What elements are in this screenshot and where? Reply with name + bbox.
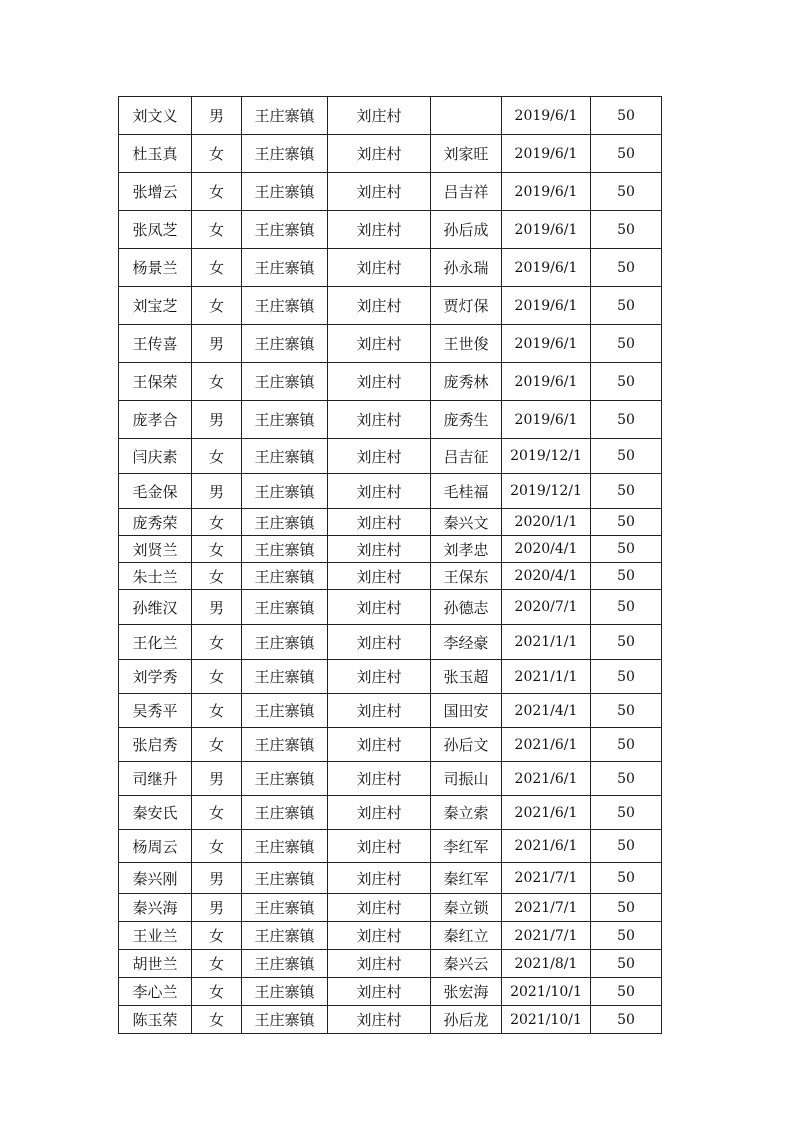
agent-cell: 孙后龙 (431, 1006, 502, 1034)
town-cell: 王庄寨镇 (242, 894, 328, 922)
table-row (119, 830, 662, 863)
table-row (119, 978, 662, 1006)
gender-cell: 男 (192, 863, 242, 894)
amount-cell: 50 (591, 509, 662, 536)
roster-table (118, 96, 662, 1034)
amount-cell: 50 (591, 211, 662, 249)
date-cell: 2021/7/1 (502, 894, 591, 922)
agent-cell: 孙永瑞 (431, 249, 502, 287)
table-row (119, 563, 662, 590)
table-row (119, 325, 662, 363)
table-row (119, 1006, 662, 1034)
name-cell: 刘宝芝 (119, 287, 192, 325)
amount-cell: 50 (591, 950, 662, 978)
amount-cell: 50 (591, 694, 662, 728)
town-cell: 王庄寨镇 (242, 863, 328, 894)
village-cell: 刘庄村 (328, 249, 431, 287)
amount-cell: 50 (591, 863, 662, 894)
name-cell: 秦兴刚 (119, 863, 192, 894)
gender-cell: 女 (192, 796, 242, 830)
date-cell: 2021/6/1 (502, 830, 591, 863)
agent-cell: 秦立锁 (431, 894, 502, 922)
table-row (119, 536, 662, 563)
village-cell: 刘庄村 (328, 728, 431, 762)
agent-cell: 秦立索 (431, 796, 502, 830)
table-row (119, 249, 662, 287)
date-cell: 2021/4/1 (502, 694, 591, 728)
agent-cell: 李红军 (431, 830, 502, 863)
name-cell: 张增云 (119, 173, 192, 211)
name-cell: 朱士兰 (119, 563, 192, 590)
town-cell: 王庄寨镇 (242, 728, 328, 762)
gender-cell: 女 (192, 1006, 242, 1034)
village-cell: 刘庄村 (328, 173, 431, 211)
date-cell: 2021/6/1 (502, 728, 591, 762)
gender-cell: 女 (192, 563, 242, 590)
village-cell: 刘庄村 (328, 287, 431, 325)
table-row (119, 694, 662, 728)
amount-cell: 50 (591, 922, 662, 950)
table-row (119, 950, 662, 978)
date-cell: 2019/6/1 (502, 363, 591, 401)
date-cell: 2019/6/1 (502, 173, 591, 211)
gender-cell: 男 (192, 401, 242, 439)
table-row (119, 287, 662, 325)
gender-cell: 男 (192, 590, 242, 625)
amount-cell: 50 (591, 325, 662, 363)
town-cell: 王庄寨镇 (242, 950, 328, 978)
amount-cell: 50 (591, 762, 662, 796)
agent-cell: 吕吉祥 (431, 173, 502, 211)
village-cell: 刘庄村 (328, 978, 431, 1006)
town-cell: 王庄寨镇 (242, 1006, 328, 1034)
village-cell: 刘庄村 (328, 625, 431, 660)
table-row (119, 590, 662, 625)
date-cell: 2019/6/1 (502, 249, 591, 287)
amount-cell: 50 (591, 660, 662, 694)
town-cell: 王庄寨镇 (242, 625, 328, 660)
village-cell: 刘庄村 (328, 590, 431, 625)
gender-cell: 男 (192, 762, 242, 796)
date-cell: 2021/7/1 (502, 922, 591, 950)
table-row (119, 762, 662, 796)
town-cell: 王庄寨镇 (242, 660, 328, 694)
village-cell: 刘庄村 (328, 135, 431, 173)
amount-cell: 50 (591, 563, 662, 590)
gender-cell: 女 (192, 211, 242, 249)
agent-cell: 庞秀生 (431, 401, 502, 439)
date-cell: 2021/6/1 (502, 796, 591, 830)
name-cell: 胡世兰 (119, 950, 192, 978)
town-cell: 王庄寨镇 (242, 439, 328, 474)
name-cell: 吴秀平 (119, 694, 192, 728)
date-cell: 2019/6/1 (502, 97, 591, 135)
town-cell: 王庄寨镇 (242, 978, 328, 1006)
amount-cell: 50 (591, 625, 662, 660)
town-cell: 王庄寨镇 (242, 830, 328, 863)
name-cell: 孙维汉 (119, 590, 192, 625)
agent-cell: 孙后文 (431, 728, 502, 762)
name-cell: 庞秀荣 (119, 509, 192, 536)
amount-cell: 50 (591, 978, 662, 1006)
town-cell: 王庄寨镇 (242, 563, 328, 590)
table-row (119, 97, 662, 135)
name-cell: 毛金保 (119, 474, 192, 509)
date-cell: 2021/1/1 (502, 660, 591, 694)
village-cell: 刘庄村 (328, 509, 431, 536)
date-cell: 2019/6/1 (502, 211, 591, 249)
amount-cell: 50 (591, 173, 662, 211)
amount-cell: 50 (591, 894, 662, 922)
village-cell: 刘庄村 (328, 796, 431, 830)
agent-cell: 毛桂福 (431, 474, 502, 509)
name-cell: 张凤芝 (119, 211, 192, 249)
gender-cell: 男 (192, 894, 242, 922)
village-cell: 刘庄村 (328, 950, 431, 978)
gender-cell: 男 (192, 325, 242, 363)
village-cell: 刘庄村 (328, 922, 431, 950)
agent-cell (431, 97, 502, 135)
amount-cell: 50 (591, 536, 662, 563)
gender-cell: 女 (192, 950, 242, 978)
gender-cell: 女 (192, 830, 242, 863)
agent-cell: 孙德志 (431, 590, 502, 625)
amount-cell: 50 (591, 830, 662, 863)
village-cell: 刘庄村 (328, 863, 431, 894)
town-cell: 王庄寨镇 (242, 694, 328, 728)
date-cell: 2021/1/1 (502, 625, 591, 660)
town-cell: 王庄寨镇 (242, 401, 328, 439)
amount-cell: 50 (591, 439, 662, 474)
table-row (119, 625, 662, 660)
town-cell: 王庄寨镇 (242, 509, 328, 536)
date-cell: 2020/7/1 (502, 590, 591, 625)
agent-cell: 贾灯保 (431, 287, 502, 325)
amount-cell: 50 (591, 249, 662, 287)
town-cell: 王庄寨镇 (242, 211, 328, 249)
table-row (119, 894, 662, 922)
amount-cell: 50 (591, 363, 662, 401)
name-cell: 刘学秀 (119, 660, 192, 694)
gender-cell: 女 (192, 660, 242, 694)
roster-table-body (119, 97, 662, 1034)
date-cell: 2020/4/1 (502, 536, 591, 563)
village-cell: 刘庄村 (328, 563, 431, 590)
village-cell: 刘庄村 (328, 694, 431, 728)
name-cell: 杜玉真 (119, 135, 192, 173)
name-cell: 司继升 (119, 762, 192, 796)
name-cell: 庞孝合 (119, 401, 192, 439)
name-cell: 杨景兰 (119, 249, 192, 287)
gender-cell: 男 (192, 97, 242, 135)
date-cell: 2021/8/1 (502, 950, 591, 978)
date-cell: 2019/6/1 (502, 401, 591, 439)
amount-cell: 50 (591, 287, 662, 325)
table-row (119, 796, 662, 830)
table-row (119, 439, 662, 474)
amount-cell: 50 (591, 590, 662, 625)
agent-cell: 庞秀林 (431, 363, 502, 401)
gender-cell: 女 (192, 249, 242, 287)
name-cell: 陈玉荣 (119, 1006, 192, 1034)
table-row (119, 863, 662, 894)
agent-cell: 李经豪 (431, 625, 502, 660)
gender-cell: 女 (192, 694, 242, 728)
town-cell: 王庄寨镇 (242, 135, 328, 173)
table-row (119, 922, 662, 950)
town-cell: 王庄寨镇 (242, 249, 328, 287)
amount-cell: 50 (591, 1006, 662, 1034)
gender-cell: 女 (192, 536, 242, 563)
gender-cell: 女 (192, 625, 242, 660)
village-cell: 刘庄村 (328, 660, 431, 694)
gender-cell: 女 (192, 363, 242, 401)
amount-cell: 50 (591, 728, 662, 762)
gender-cell: 女 (192, 509, 242, 536)
village-cell: 刘庄村 (328, 325, 431, 363)
agent-cell: 刘孝忠 (431, 536, 502, 563)
town-cell: 王庄寨镇 (242, 590, 328, 625)
gender-cell: 女 (192, 728, 242, 762)
gender-cell: 女 (192, 173, 242, 211)
village-cell: 刘庄村 (328, 211, 431, 249)
name-cell: 王业兰 (119, 922, 192, 950)
date-cell: 2019/12/1 (502, 474, 591, 509)
agent-cell: 秦兴文 (431, 509, 502, 536)
name-cell: 闫庆素 (119, 439, 192, 474)
table-row (119, 474, 662, 509)
village-cell: 刘庄村 (328, 762, 431, 796)
table-row (119, 363, 662, 401)
date-cell: 2021/10/1 (502, 978, 591, 1006)
table-row (119, 509, 662, 536)
date-cell: 2019/12/1 (502, 439, 591, 474)
date-cell: 2019/6/1 (502, 325, 591, 363)
name-cell: 刘文义 (119, 97, 192, 135)
name-cell: 王化兰 (119, 625, 192, 660)
table-row (119, 728, 662, 762)
village-cell: 刘庄村 (328, 401, 431, 439)
amount-cell: 50 (591, 97, 662, 135)
name-cell: 杨周云 (119, 830, 192, 863)
agent-cell: 孙后成 (431, 211, 502, 249)
village-cell: 刘庄村 (328, 363, 431, 401)
date-cell: 2019/6/1 (502, 287, 591, 325)
agent-cell: 王世俊 (431, 325, 502, 363)
table-row (119, 211, 662, 249)
agent-cell: 秦红军 (431, 863, 502, 894)
agent-cell: 国田安 (431, 694, 502, 728)
village-cell: 刘庄村 (328, 894, 431, 922)
table-row (119, 173, 662, 211)
amount-cell: 50 (591, 401, 662, 439)
town-cell: 王庄寨镇 (242, 363, 328, 401)
town-cell: 王庄寨镇 (242, 922, 328, 950)
name-cell: 张启秀 (119, 728, 192, 762)
date-cell: 2019/6/1 (502, 135, 591, 173)
gender-cell: 女 (192, 135, 242, 173)
amount-cell: 50 (591, 135, 662, 173)
town-cell: 王庄寨镇 (242, 474, 328, 509)
village-cell: 刘庄村 (328, 97, 431, 135)
gender-cell: 女 (192, 922, 242, 950)
agent-cell: 吕吉征 (431, 439, 502, 474)
name-cell: 刘贤兰 (119, 536, 192, 563)
agent-cell: 司振山 (431, 762, 502, 796)
amount-cell: 50 (591, 474, 662, 509)
town-cell: 王庄寨镇 (242, 762, 328, 796)
date-cell: 2020/4/1 (502, 563, 591, 590)
agent-cell: 王保东 (431, 563, 502, 590)
name-cell: 秦兴海 (119, 894, 192, 922)
table-row (119, 401, 662, 439)
amount-cell: 50 (591, 796, 662, 830)
table-row (119, 135, 662, 173)
date-cell: 2021/6/1 (502, 762, 591, 796)
town-cell: 王庄寨镇 (242, 536, 328, 563)
village-cell: 刘庄村 (328, 439, 431, 474)
agent-cell: 张玉超 (431, 660, 502, 694)
town-cell: 王庄寨镇 (242, 173, 328, 211)
agent-cell: 秦兴云 (431, 950, 502, 978)
name-cell: 王保荣 (119, 363, 192, 401)
gender-cell: 男 (192, 474, 242, 509)
name-cell: 秦安氏 (119, 796, 192, 830)
gender-cell: 女 (192, 978, 242, 1006)
village-cell: 刘庄村 (328, 830, 431, 863)
gender-cell: 女 (192, 287, 242, 325)
agent-cell: 秦红立 (431, 922, 502, 950)
village-cell: 刘庄村 (328, 536, 431, 563)
date-cell: 2021/7/1 (502, 863, 591, 894)
date-cell: 2020/1/1 (502, 509, 591, 536)
village-cell: 刘庄村 (328, 474, 431, 509)
town-cell: 王庄寨镇 (242, 287, 328, 325)
gender-cell: 女 (192, 439, 242, 474)
name-cell: 李心兰 (119, 978, 192, 1006)
town-cell: 王庄寨镇 (242, 325, 328, 363)
agent-cell: 刘家旺 (431, 135, 502, 173)
village-cell: 刘庄村 (328, 1006, 431, 1034)
town-cell: 王庄寨镇 (242, 796, 328, 830)
date-cell: 2021/10/1 (502, 1006, 591, 1034)
agent-cell: 张宏海 (431, 978, 502, 1006)
table-row (119, 660, 662, 694)
town-cell: 王庄寨镇 (242, 97, 328, 135)
name-cell: 王传喜 (119, 325, 192, 363)
